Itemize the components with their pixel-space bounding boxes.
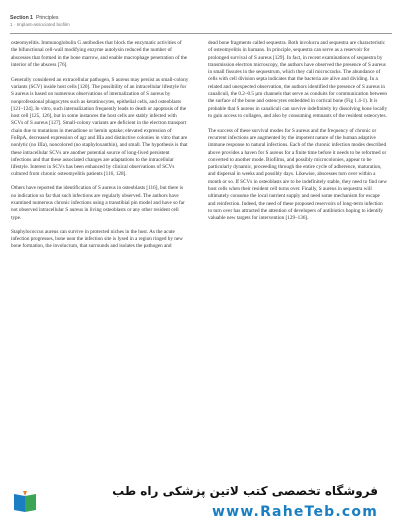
paragraph: Others have reported the identification of S aureus in osteoblasts [116], but there is no indication so far that such infections are regularly observed. The authors have examined numerous chronic infections using a transtibial pin model and have so far not observed intracellular S aureus in living osteoblasts or any other resident cell type. [11,185,185,221]
paragraph: Staphylococcus aureus can survive in protected niches in the host. As the acute infection progresses, bone near the infection site is lysed in a region ringed by new bone formation, the involucrum, that surrounds and isolates the pathogen and [11,228,183,250]
book-logo-icon [12,490,38,514]
paragraph: osteomyelitis. Immunoglobulin G antibodies that block the enzymatic activities of the bifunctional cell-wall modifying enzyme autolysin reduced the number of abscesses that formed in the bone marrow, and enable macrophage penetration of the interior of the abscess [76]. [11,40,188,68]
left-text-column [11,40,189,257]
paragraph: Generally considered an extracellular pathogen, S aureus may persist as small-colony variants (SCV) inside host cells [120]. The possibility of an intracellular lifestyle for S aureus is based on numerous observations of internalization of S aureus by nonprofessional phagocytes such as keratinocytes, epithelial cells, and osteoblasts [121–124]. In vitro, such internalization frequently leads to death or apoptosis of the host cell [125, 126], but in some instances the host cells are stably infected with SCVs of S aureus [127]. Small-colony variants are deficient in the electron transport chain due to mutations in menadione or hemin uptake; elevated expression of FnBpA, decreased expression of agr and IIIa and distinctive colonies in vitro that are nonlytic (no IIIa), noncolored (no staphyloxanthin), and small. The hypothesis is that these intracellular SCVs are another potential source of long-lived persistent infections and that these associated changes are adaptations to the intracellular lifestyle. Interest in SCVs has been enhanced by clinical observations of SCVs cultured from chronic osteomyelitis patients [116, 128]. [11,76,189,178]
header-divider [10,33,392,34]
right-text-column [208,40,388,229]
chapter-subtitle: 1 · Implant-associated biofilm [10,21,70,27]
section-title: Principles [35,15,59,21]
watermark-footer [0,474,400,532]
paragraph: dead bone fragments called sequestra. Both involucra and sequestra are characteristic of osteomyelitis in humans. In principle, sequestra can serve as a reservoir for prolonged survival of S aureus [129]. In fact, in recent examinations of sequestra by transmission electron microscopy, the authors have observed the presence of S aureus in small fissures in the sequestrum, which they call microcracks. The abundance of cells with cell division septa indicates that the bacteria are alive and dividing. In a related and unexpected observation, the authors identified the presence of S aureus in canaliculi, the 0.2–0.5 µm channels that serve as conduits for communication between the surface of the bone and osteocytes embedded in cortical bone (Fig 1.4-1). It is probable that S aureus in canaliculi can survive indefinitely by dissolving bone locally to gain access to collagen, and also by consuming remnants of the resident osteocytes. [208,40,388,119]
website-link[interactable]: www.RaheTeb.com [212,504,378,520]
section-label: Section 1 [10,15,34,21]
page-header [10,15,390,28]
paragraph: The success of these survival modes for S aureus and the frequency of chronic or recurrent infections are augmented by the impotent nature of the human adaptive immune response to natural infections. Each of the chronic infection modes described above provides a haven for S aureus for a finite time before it needs to be reformed or converted to another mode. Biofilms, and possibly microcolonies, appear to be particularly dynamic, proceeding through the entire cycle of adherence, maturation, and dispersal in weeks and possibly days. Likewise, abscesses turn over within a month or so. If SCVs in osteoblasts are to be indefinitely stable, they need to find new host cells when their resident cell turns over. Finally, S aureus in sequestra will ultimately consume the local nutrient supply and need some mechanism for escape and reinfection. Indeed, the need of these proposed reservoirs of long-term infection to turn over has attracted the attention of developers of antibiotics hoping to identify valuable new targets for intervention [129–136]. [208,127,387,222]
store-name: فروشگاه تخصصی کتب لاتین پزشکی راه طب [112,484,378,498]
